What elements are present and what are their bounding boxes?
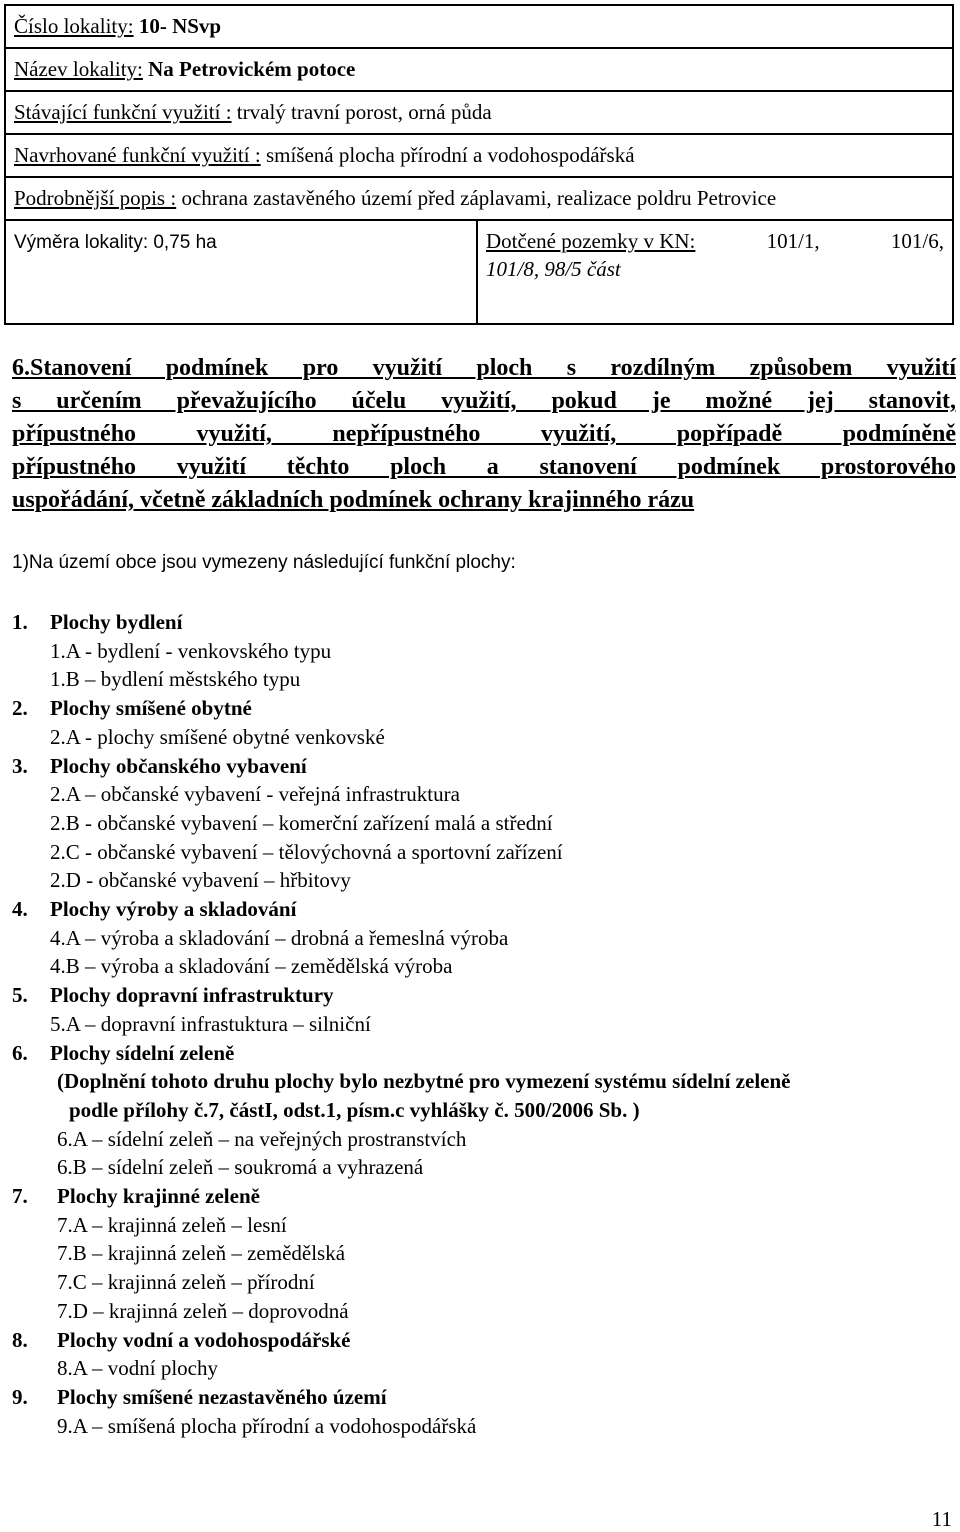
- proposed-use-value: smíšená plocha přírodní a vodohospodářská: [265, 143, 635, 167]
- parcels-value-1: 101/1,: [766, 229, 820, 253]
- heading-line: 6.Stanovení podmínek pro využití ploch s rozdílným způsobem využití: [12, 355, 956, 381]
- locality-number-value: 10- NSvp: [138, 14, 222, 38]
- list-item: 8.A – vodní plochy: [57, 1356, 218, 1381]
- list-item: 2.A - plochy smíšené obytné venkovské: [50, 724, 385, 749]
- list-item: 7.B – krajinná zeleň – zemědělská: [57, 1241, 346, 1266]
- category-heading: [12, 752, 958, 781]
- section-heading: [12, 352, 956, 517]
- category-heading: [12, 1182, 958, 1211]
- parcels-value-line-2: 101/8, 98/5 část: [486, 257, 621, 281]
- area-cell: [5, 220, 477, 324]
- area-types-list: [12, 608, 958, 1440]
- category-number: 3.: [12, 753, 28, 778]
- list-item: 7.A – krajinná zeleň – lesní: [57, 1212, 287, 1237]
- parcels-cell: [477, 220, 953, 324]
- locality-number-label: Číslo lokality:: [14, 14, 134, 38]
- category-heading: [12, 1326, 958, 1355]
- category-heading: [12, 694, 958, 723]
- parcels-line-1: [486, 227, 944, 255]
- list-item: 6.B – sídelní zeleň – soukromá a vyhrazená: [57, 1155, 424, 1180]
- category-note: [12, 1067, 958, 1124]
- category-heading: [12, 981, 958, 1010]
- category-number: 9.: [12, 1384, 28, 1409]
- locality-name-label: Název lokality:: [14, 57, 143, 81]
- area-value: 0,75 ha: [153, 232, 217, 253]
- current-use-value: trvalý travní porost, orná půda: [236, 100, 492, 124]
- list-item: 6.A – sídelní zeleň – na veřejných prostranstvích: [57, 1126, 467, 1151]
- category-title: Plochy bydlení: [50, 610, 183, 634]
- heading-line: uspořádání, včetně základních podmínek ochrany krajinného rázu: [12, 487, 695, 513]
- category-title: Plochy krajinné zeleně: [57, 1184, 260, 1209]
- heading-line: přípustného využití, nepřípustného využití, popřípadě podmíněně: [12, 421, 956, 447]
- list-item: 9.A – smíšená plocha přírodní a vodohospodářská: [57, 1413, 477, 1438]
- locality-name-value: Na Petrovickém potoce: [148, 57, 356, 81]
- note-line: (Doplnění tohoto druhu plochy bylo nezbytné pro vymezení systému sídelní zeleně: [57, 1069, 791, 1094]
- category-title: Plochy výroby a skladování: [50, 897, 297, 922]
- category-heading: [12, 1383, 958, 1412]
- list-item: 2.A – občanské vybavení - veřejná infrastruktura: [50, 782, 460, 807]
- note-line: podle přílohy č.7, částI, odst.1, písm.c vyhlášky č. 500/2006 Sb. ): [69, 1097, 640, 1122]
- category-heading: [12, 895, 958, 924]
- category-number: 7.: [12, 1184, 28, 1209]
- list-item: 7.D – krajinná zeleň – doprovodná: [57, 1298, 349, 1323]
- category-title: Plochy občanského vybavení: [50, 753, 307, 778]
- category-number: 6.: [12, 1040, 28, 1065]
- category-title: Plochy sídelní zeleně: [50, 1040, 235, 1065]
- category-number: 2.: [12, 696, 28, 721]
- category-number: 5.: [12, 983, 28, 1008]
- category-number: 4.: [12, 897, 28, 922]
- list-item: 2.D - občanské vybavení – hřbitovy: [50, 868, 351, 893]
- list-item: 1.B – bydlení městského typu: [50, 667, 301, 692]
- list-item: 7.C – krajinná zeleň – přírodní: [57, 1270, 315, 1295]
- list-item: 4.A – výroba a skladování – drobná a řemeslná výroba: [50, 925, 509, 950]
- category-title: Plochy vodní a vodohospodářské: [57, 1327, 351, 1352]
- category-heading: [12, 608, 958, 637]
- list-item: 1.A - bydlení - venkovského typu: [50, 638, 332, 663]
- locality-number-cell: [5, 5, 953, 48]
- locality-name-cell: [5, 48, 953, 91]
- page-number: 11: [931, 1507, 952, 1531]
- proposed-use-label: Navrhované funkční využití :: [14, 143, 261, 167]
- locality-info-table: [4, 4, 954, 325]
- parcels-label: Dotčené pozemky v KN:: [486, 229, 696, 253]
- category-title: Plochy dopravní infrastruktury: [50, 983, 334, 1008]
- description-label: Podrobnější popis :: [14, 186, 177, 210]
- current-use-label: Stávající funkční využití :: [14, 100, 232, 124]
- list-item: 2.C - občanské vybavení – tělovýchovná a sportovní zařízení: [50, 839, 563, 864]
- current-use-cell: [5, 91, 953, 134]
- list-item: 5.A – dopravní infrastuktura – silniční: [50, 1011, 371, 1036]
- heading-line: přípustného využití těchto ploch a stanovení podmínek prostorového: [12, 454, 956, 480]
- category-heading: [12, 1039, 958, 1068]
- parcels-value-2: 101/6,: [890, 229, 944, 253]
- category-title: Plochy smíšené obytné: [50, 696, 252, 721]
- list-item: 2.B - občanské vybavení – komerční zařízení malá a střední: [50, 810, 553, 835]
- description-cell: [5, 177, 953, 220]
- category-title: Plochy smíšené nezastavěného území: [57, 1384, 387, 1409]
- intro-text: 1)Na území obce jsou vymezeny následující funkční plochy:: [12, 552, 516, 573]
- area-label: Výměra lokality:: [14, 232, 149, 253]
- list-item: 4.B – výroba a skladování – zemědělská výroba: [50, 954, 453, 979]
- category-number: 1.: [12, 610, 28, 634]
- heading-line: s určením převažujícího účelu využití, pokud je možné jej stanovit,: [12, 388, 956, 414]
- category-number: 8.: [12, 1327, 28, 1352]
- description-value: ochrana zastavěného území před záplavami, realizace poldru Petrovice: [181, 186, 777, 210]
- proposed-use-cell: [5, 134, 953, 177]
